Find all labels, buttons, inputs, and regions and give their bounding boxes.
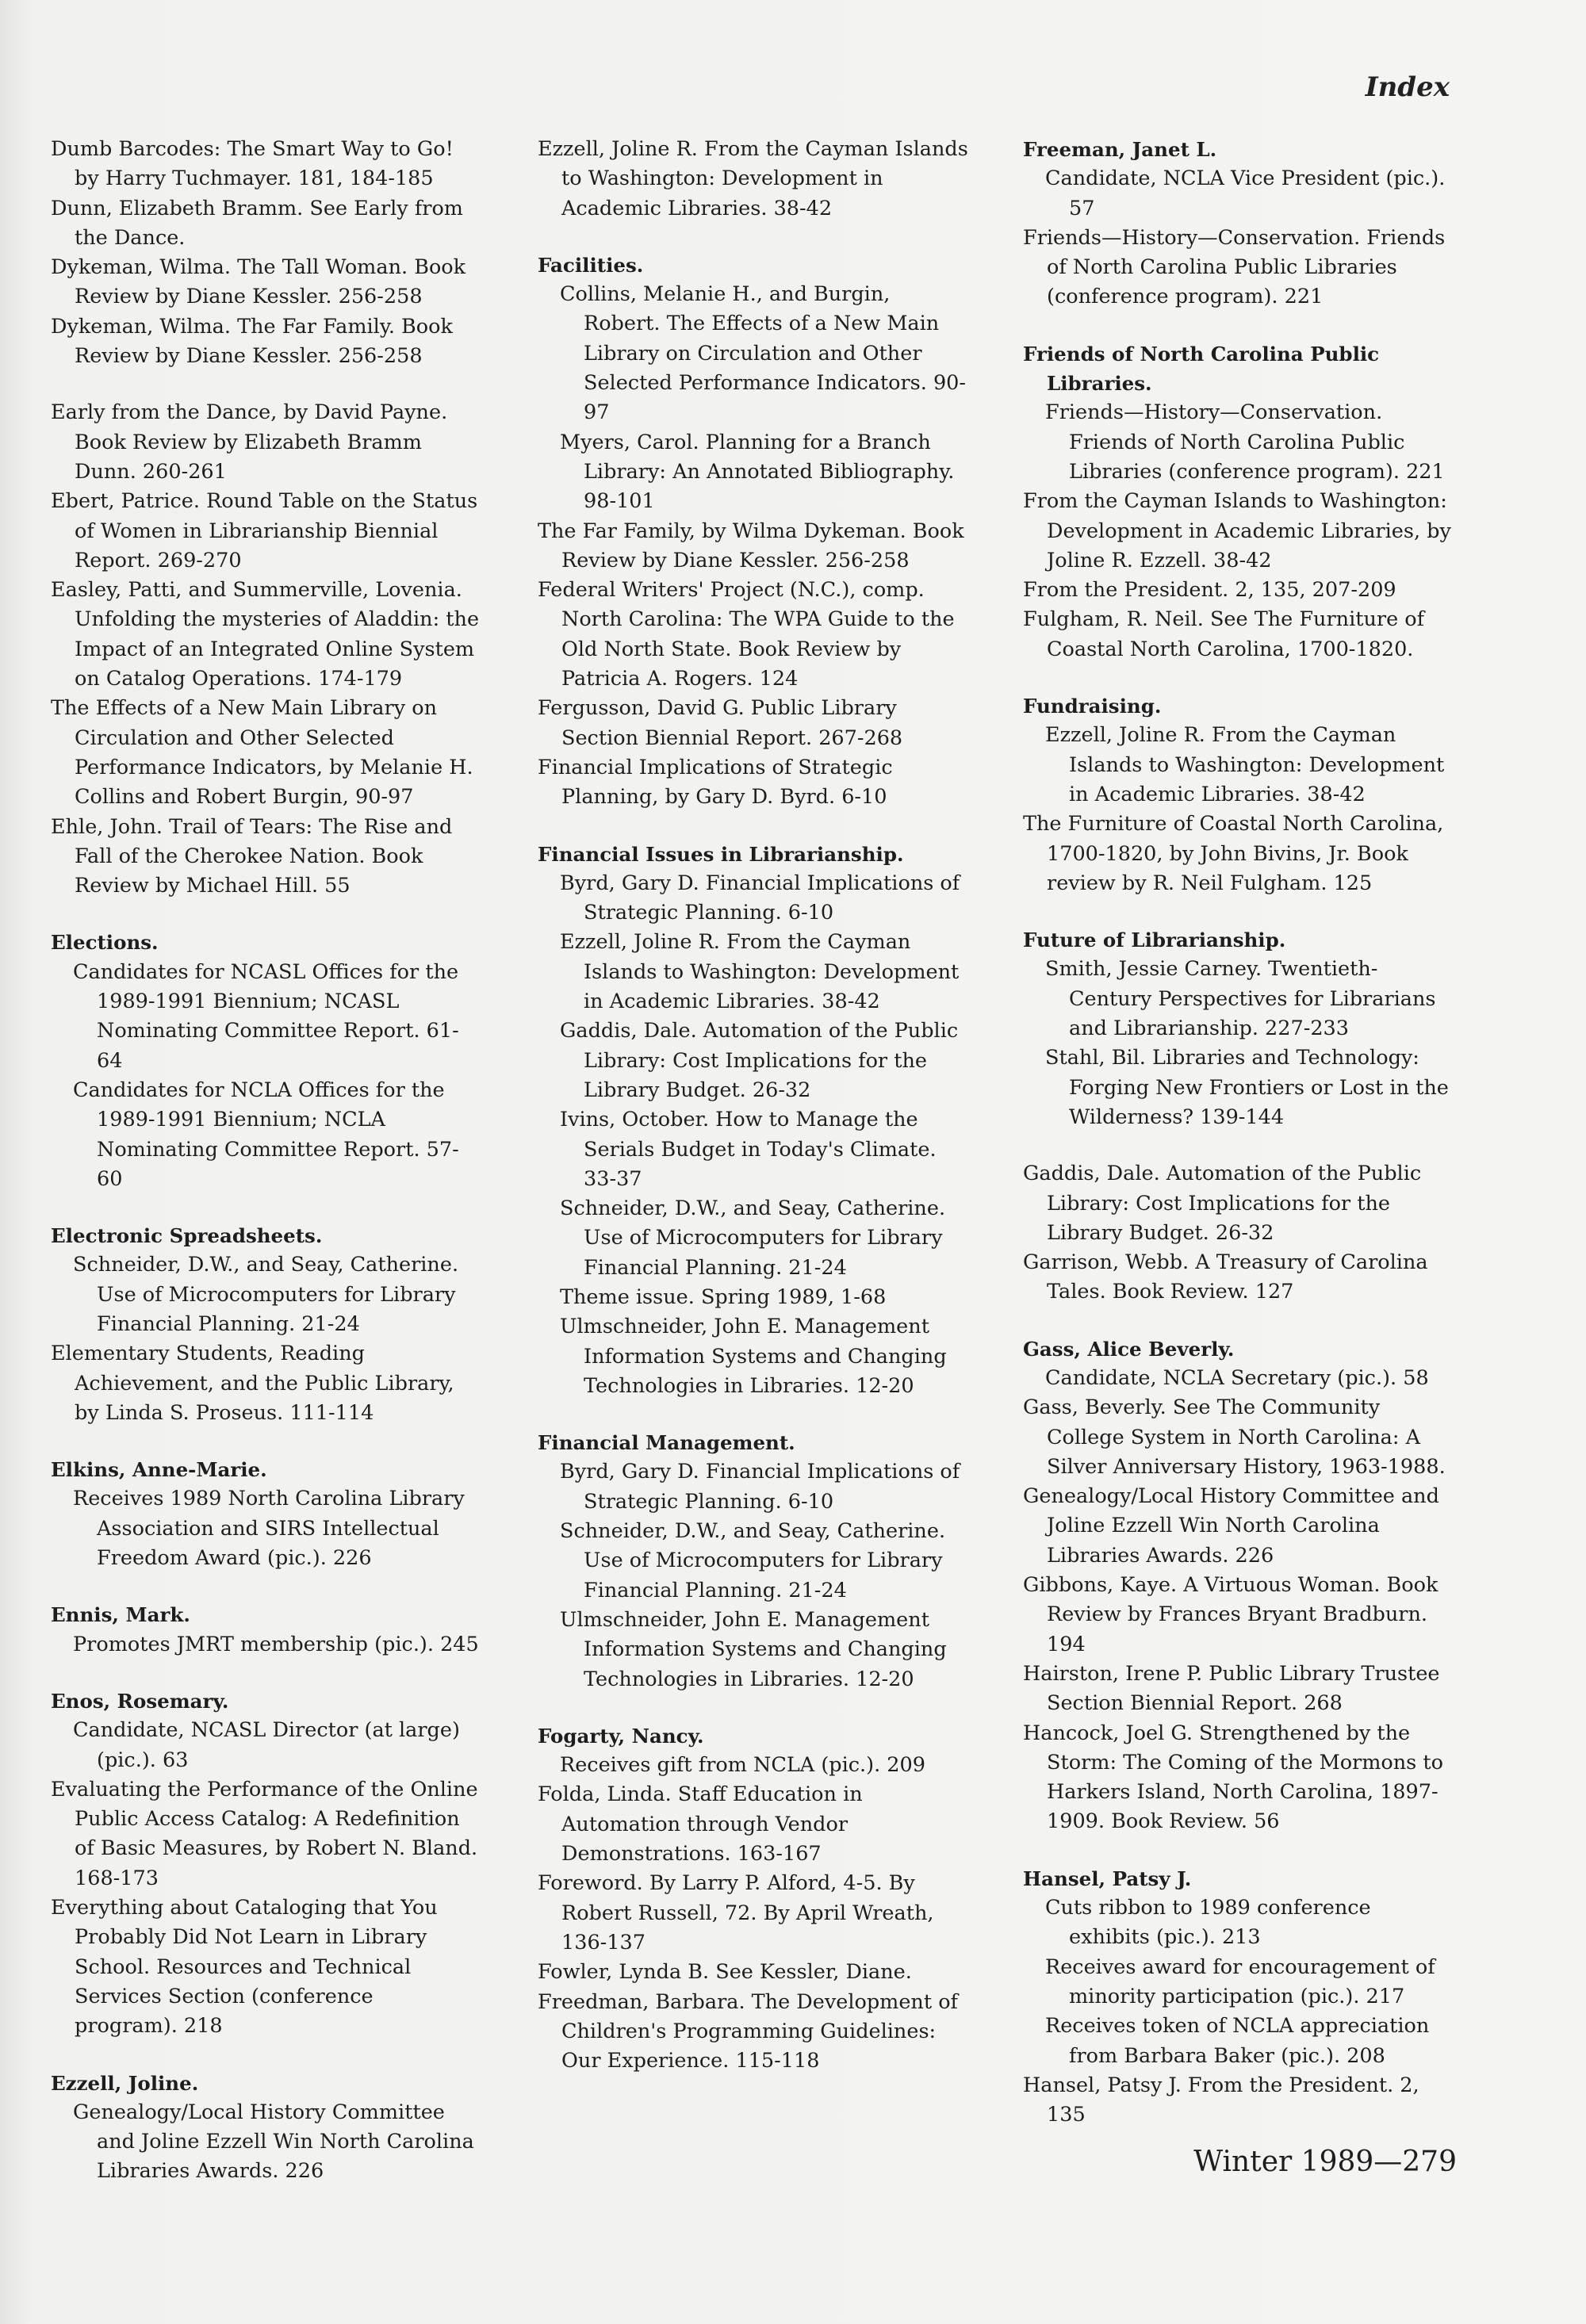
index-subentry: Smith, Jessie Carney. Twentieth-Century Perspectives for Librarians and Librarianship. 227-233 bbox=[1045, 957, 1436, 1041]
index-entry: From the President. 2, 135, 207-209 bbox=[1023, 578, 1396, 603]
index-entry: The Far Family, by Wilma Dykeman. Book Review by Diane Kessler. 256-258 bbox=[538, 519, 964, 572]
index-entry: Ezzell, Joline R. From the Cayman Islands to Washington: Development in Academic Libraries. 38-42 bbox=[538, 137, 968, 220]
section-gap bbox=[1023, 1132, 1451, 1159]
index-subentry: Ezzell, Joline R. From the Cayman Islands to Washington: Development in Academic Libraries. 38-42 bbox=[560, 930, 960, 1014]
index-heading: Electronic Spreadsheets. bbox=[51, 1224, 323, 1248]
index-subentry: Receives token of NCLA appreciation from Barbara Baker (pic.). 208 bbox=[1045, 2014, 1430, 2068]
index-subentry: Candidate, NCLA Vice President (pic.). 57 bbox=[1045, 167, 1446, 220]
index-heading: Elections. bbox=[51, 931, 159, 955]
index-entry: The Effects of a New Main Library on Circulation and Other Selected Performance Indicators, by Melanie H. Collins and Robert Burgin, 90-97 bbox=[51, 696, 473, 810]
index-heading: Elkins, Anne-Marie. bbox=[51, 1458, 267, 1482]
index-entry: Hancock, Joel G. Strengthened by the Storm: The Coming of the Mormons to Harkers Island, North Carolina, 1897-1909. Book Review. 56 bbox=[1023, 1721, 1443, 1834]
index-heading: Facilities. bbox=[538, 253, 644, 277]
index-heading: Friends of North Carolina Public Libraries. bbox=[1023, 342, 1380, 396]
index-subentry: Gaddis, Dale. Automation of the Public Library: Cost Implications for the Library Budget. 26-32 bbox=[560, 1019, 959, 1102]
index-entry: Fulgham, R. Neil. See The Furniture of Coastal North Carolina, 1700-1820. bbox=[1023, 607, 1425, 661]
index-column-3 bbox=[1023, 135, 1451, 2130]
index-subentry: Friends—History—Conservation. Friends of North Carolina Public Libraries (conference program). 221 bbox=[1045, 400, 1445, 484]
index-entry: Federal Writers' Project (N.C.), comp. North Carolina: The WPA Guide to the Old North State. Book Review by Patricia A. Rogers. 124 bbox=[538, 578, 955, 691]
index-heading: Ennis, Mark. bbox=[51, 1603, 190, 1627]
index-subentry: Candidate, NCLA Secretary (pic.). 58 bbox=[1045, 1365, 1429, 1390]
index-entry: Ehle, John. Trail of Tears: The Rise and Fall of the Cherokee Nation. Book Review by Michael Hill. 55 bbox=[51, 814, 453, 898]
index-entry: Elementary Students, Reading Achievement, and the Public Library, by Linda S. Proseus. 111-114 bbox=[51, 1342, 454, 1425]
index-subentry: Candidates for NCASL Offices for the 1989-1991 Biennium; NCASL Nominating Committee Report. 61-64 bbox=[73, 959, 459, 1073]
index-entry: The Furniture of Coastal North Carolina, 1700-1820, by John Bivins, Jr. Book review by R. Neil Fulgham. 125 bbox=[1023, 812, 1444, 895]
index-subentry: Candidate, NCASL Director (at large) (pic.). 63 bbox=[73, 1718, 460, 1772]
index-subentry: Ulmschneider, John E. Management Information Systems and Changing Technologies in Libraries. 12-20 bbox=[560, 1315, 947, 1398]
index-subentry: Byrd, Gary D. Financial Implications of Strategic Planning. 6-10 bbox=[560, 871, 960, 925]
index-subentry: Ivins, October. How to Manage the Serials Budget in Today's Climate. 33-37 bbox=[560, 1108, 937, 1191]
index-entry: Freedman, Barbara. The Development of Children's Programming Guidelines: Our Experience. 115-118 bbox=[538, 1989, 958, 2073]
index-subentry: Stahl, Bil. Libraries and Technology: Forging New Frontiers or Lost in the Wilderness? 139-144 bbox=[1045, 1046, 1449, 1129]
index-subentry: Ezzell, Joline R. From the Cayman Islands to Washington: Development in Academic Libraries. 38-42 bbox=[1045, 723, 1445, 806]
index-subentry: Receives 1989 North Carolina Library Association and SIRS Intellectual Freedom Award (pic.). 226 bbox=[73, 1487, 465, 1571]
index-entry: Foreword. By Larry P. Alford, 4-5. By Robert Russell, 72. By April Wreath, 136-137 bbox=[538, 1871, 934, 1955]
index-entry: Easley, Patti, and Summerville, Lovenia. Unfolding the mysteries of Aladdin: the Impact of an Integrated Online System on Catalog Operations. 174-179 bbox=[51, 578, 480, 691]
index-subentry: Ulmschneider, John E. Management Information Systems and Changing Technologies in Libraries. 12-20 bbox=[560, 1607, 947, 1691]
index-entry: Hansel, Patsy J. From the President. 2, 135 bbox=[1023, 2073, 1419, 2127]
index-entry: Garrison, Webb. A Treasury of Carolina Tales. Book Review. 127 bbox=[1023, 1250, 1428, 1304]
index-subentry: Schneider, D.W., and Seay, Catherine. Use of Microcomputers for Library Financial Planning. 21-24 bbox=[73, 1253, 459, 1336]
index-heading: Ezzell, Joline. bbox=[51, 2071, 199, 2095]
index-subentry: Cuts ribbon to 1989 conference exhibits (pic.). 213 bbox=[1045, 1896, 1371, 1950]
index-entry: Dumb Barcodes: The Smart Way to Go! by Harry Tuchmayer. 181, 184-185 bbox=[51, 137, 454, 191]
index-subentry: Collins, Melanie H., and Burgin, Robert. The Effects of a New Main Library on Circulation and Other Selected Performance Indicators. 90-97 bbox=[560, 282, 967, 425]
index-subentry: Receives gift from NCLA (pic.). 209 bbox=[560, 1753, 925, 1778]
index-subentry: Byrd, Gary D. Financial Implications of Strategic Planning. 6-10 bbox=[560, 1460, 960, 1514]
index-heading: Hansel, Patsy J. bbox=[1023, 1866, 1192, 1890]
index-heading: Enos, Rosemary. bbox=[51, 1689, 229, 1713]
index-entry: Gaddis, Dale. Automation of the Public Library: Cost Implications for the Library Budget. 26-32 bbox=[1023, 1162, 1422, 1245]
index-entry: Gibbons, Kaye. A Virtuous Woman. Book Review by Frances Bryant Bradburn. 194 bbox=[1023, 1573, 1439, 1656]
index-entry: Ebert, Patrice. Round Table on the Status of Women in Librarianship Biennial Report. 269-270 bbox=[51, 489, 478, 572]
index-entry: Genealogy/Local History Committee and Joline Ezzell Win North Carolina Libraries Awards. 226 bbox=[1023, 1484, 1439, 1568]
section-title: Index bbox=[1365, 71, 1450, 103]
index-entry: Gass, Beverly. See The Community College System in North Carolina: A Silver Anniversary History, 1963-1988. bbox=[1023, 1396, 1446, 1479]
index-entry: Dykeman, Wilma. The Tall Woman. Book Review by Diane Kessler. 256-258 bbox=[51, 255, 466, 309]
index-subentry: Schneider, D.W., and Seay, Catherine. Use of Microcomputers for Library Financial Planning. 21-24 bbox=[560, 1519, 946, 1602]
index-entry: Dykeman, Wilma. The Far Family. Book Review by Diane Kessler. 256-258 bbox=[51, 314, 453, 369]
index-entry: From the Cayman Islands to Washington: Development in Academic Libraries, by Joline R. Ezzell. 38-42 bbox=[1023, 489, 1451, 572]
index-entry: Financial Implications of Strategic Planning, by Gary D. Byrd. 6-10 bbox=[538, 755, 893, 810]
index-subentry: Candidates for NCLA Offices for the 1989-1991 Biennium; NCLA Nominating Committee Report. 57-60 bbox=[73, 1078, 459, 1191]
index-subentry: Receives award for encouragement of minority participation (pic.). 217 bbox=[1045, 1955, 1435, 2008]
index-entry: Everything about Cataloging that You Probably Did Not Learn in Library School. Resources and Technical Services Section (conference program). 218 bbox=[51, 1896, 438, 2039]
index-entry: Fergusson, David G. Public Library Section Biennial Report. 267-268 bbox=[538, 696, 903, 750]
index-subentry: Theme issue. Spring 1989, 1-68 bbox=[560, 1285, 887, 1309]
index-heading: Fundraising. bbox=[1023, 695, 1162, 718]
index-entry: Hairston, Irene P. Public Library Trustee Section Biennial Report. 268 bbox=[1023, 1661, 1440, 1716]
index-subentry: Schneider, D.W., and Seay, Catherine. Use of Microcomputers for Library Financial Planning. 21-24 bbox=[560, 1196, 946, 1280]
index-entry: Fowler, Lynda B. See Kessler, Diane. bbox=[538, 1960, 912, 1985]
index-heading: Fogarty, Nancy. bbox=[538, 1724, 704, 1748]
index-subentry: Myers, Carol. Planning for a Branch Library: An Annotated Bibliography. 98-101 bbox=[560, 430, 955, 514]
index-heading: Gass, Alice Beverly. bbox=[1023, 1337, 1235, 1361]
index-heading: Financial Management. bbox=[538, 1431, 795, 1455]
index-entry: Evaluating the Performance of the Online Public Access Catalog: A Redefinition of Basic Measures, by Robert N. Bland. 168-173 bbox=[51, 1777, 478, 1890]
index-entry: Friends—History—Conservation. Friends of North Carolina Public Libraries (conference program). 221 bbox=[1023, 225, 1446, 309]
index-entry: Folda, Linda. Staff Education in Automation through Vendor Demonstrations. 163-167 bbox=[538, 1782, 863, 1866]
index-column-1 bbox=[51, 135, 482, 2187]
index-column-2 bbox=[538, 135, 969, 2076]
index-subentry: Genealogy/Local History Committee and Joline Ezzell Win North Carolina Libraries Awards. 226 bbox=[73, 2100, 474, 2184]
page-footer: Winter 1989—279 bbox=[1193, 2146, 1457, 2178]
index-subentry: Promotes JMRT membership (pic.). 245 bbox=[73, 1632, 479, 1656]
index-entry: Early from the Dance, by David Payne. Book Review by Elizabeth Bramm Dunn. 260-261 bbox=[51, 400, 448, 484]
section-gap bbox=[51, 371, 482, 398]
index-heading: Freeman, Janet L. bbox=[1023, 138, 1217, 161]
index-heading: Financial Issues in Librarianship. bbox=[538, 842, 904, 866]
index-entry: Dunn, Elizabeth Bramm. See Early from the Dance. bbox=[51, 196, 463, 250]
index-heading: Future of Librarianship. bbox=[1023, 928, 1286, 952]
